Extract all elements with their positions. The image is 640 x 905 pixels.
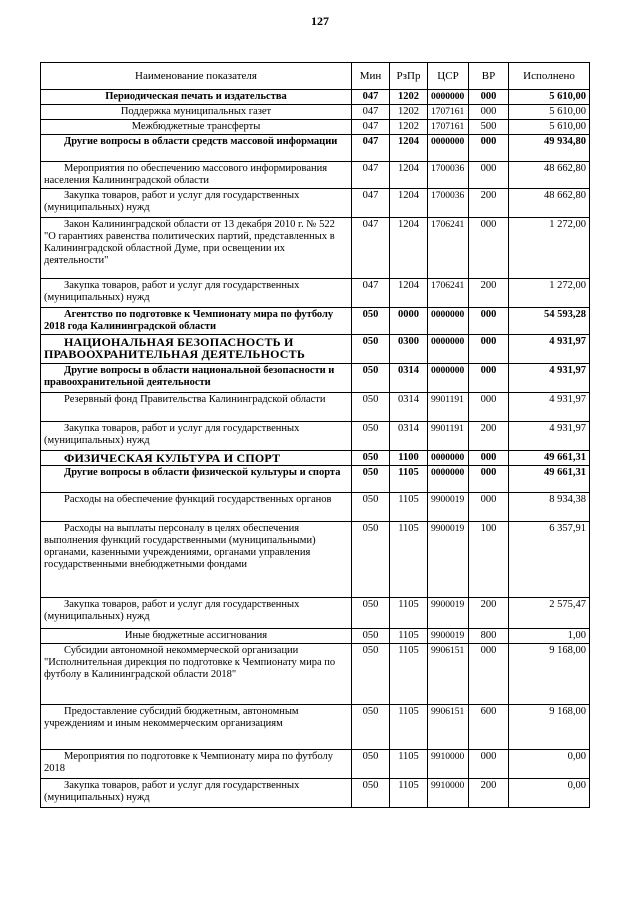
table-row	[41, 105, 590, 120]
cell-executed: 5 610,00	[509, 120, 590, 135]
cell-executed: 2 575,47	[509, 598, 590, 629]
cell-executed: 48 662,80	[509, 189, 590, 218]
cell-csr: 9900019	[428, 522, 469, 598]
cell-vr: 000	[469, 335, 509, 364]
cell-csr: 9910000	[428, 750, 469, 779]
cell-vr: 000	[469, 105, 509, 120]
cell-executed: 1 272,00	[509, 279, 590, 308]
table-row	[41, 779, 590, 808]
cell-executed: 8 934,38	[509, 493, 590, 522]
cell-name: ФИЗИЧЕСКАЯ КУЛЬТУРА И СПОРТ	[41, 451, 352, 466]
cell-rzpr: 0314	[390, 364, 428, 393]
cell-name: Закупка товаров, работ и услуг для государственных (муниципальных) нужд	[41, 598, 352, 629]
cell-vr: 800	[469, 629, 509, 644]
cell-vr: 000	[469, 750, 509, 779]
cell-min: 050	[352, 364, 390, 393]
cell-csr: 9900019	[428, 629, 469, 644]
cell-name: Закупка товаров, работ и услуг для государственных (муниципальных) нужд	[41, 779, 352, 808]
cell-min: 047	[352, 189, 390, 218]
cell-executed: 9 168,00	[509, 644, 590, 705]
cell-name: Другие вопросы в области средств массовой информации	[41, 135, 352, 162]
cell-csr: 0000000	[428, 308, 469, 335]
cell-min: 050	[352, 393, 390, 422]
table-row	[41, 393, 590, 422]
cell-rzpr: 1204	[390, 218, 428, 279]
cell-rzpr: 0000	[390, 308, 428, 335]
cell-executed: 49 934,80	[509, 135, 590, 162]
header-name: Наименование показателя	[41, 63, 352, 90]
cell-rzpr: 1204	[390, 189, 428, 218]
cell-min: 050	[352, 466, 390, 493]
cell-name: Закупка товаров, работ и услуг для государственных (муниципальных) нужд	[41, 279, 352, 308]
cell-rzpr: 0300	[390, 335, 428, 364]
table-row	[41, 422, 590, 451]
cell-name: Мероприятия по обеспечению массового информирования населения Калининградской области	[41, 162, 352, 189]
cell-executed: 6 357,91	[509, 522, 590, 598]
table-row	[41, 364, 590, 393]
cell-csr: 9901191	[428, 393, 469, 422]
cell-csr: 9900019	[428, 598, 469, 629]
table-row	[41, 90, 590, 105]
cell-rzpr: 1204	[390, 135, 428, 162]
cell-min: 047	[352, 135, 390, 162]
cell-rzpr: 1204	[390, 279, 428, 308]
cell-csr: 0000000	[428, 135, 469, 162]
cell-vr: 000	[469, 644, 509, 705]
table-row	[41, 308, 590, 335]
cell-csr: 1700036	[428, 189, 469, 218]
cell-csr: 1706241	[428, 279, 469, 308]
cell-executed: 49 661,31	[509, 466, 590, 493]
cell-name: Поддержка муниципальных газет	[41, 105, 352, 120]
cell-vr: 200	[469, 189, 509, 218]
cell-min: 050	[352, 451, 390, 466]
header-executed: Исполнено	[509, 63, 590, 90]
cell-min: 050	[352, 493, 390, 522]
table-row	[41, 162, 590, 189]
cell-executed: 5 610,00	[509, 90, 590, 105]
header-csr: ЦСР	[428, 63, 469, 90]
table-row	[41, 466, 590, 493]
cell-min: 050	[352, 750, 390, 779]
cell-vr: 600	[469, 705, 509, 750]
cell-csr: 0000000	[428, 90, 469, 105]
table-row	[41, 218, 590, 279]
table-row	[41, 335, 590, 364]
cell-csr: 9910000	[428, 779, 469, 808]
cell-rzpr: 1105	[390, 466, 428, 493]
cell-csr: 0000000	[428, 364, 469, 393]
cell-min: 047	[352, 105, 390, 120]
cell-name: Расходы на выплаты персоналу в целях обеспечения выполнения функций государственными (муниципальными) органами, казенными учреждениями, органами управления государственными внебюджетными фондами	[41, 522, 352, 598]
cell-rzpr: 0314	[390, 422, 428, 451]
cell-min: 050	[352, 629, 390, 644]
cell-executed: 0,00	[509, 750, 590, 779]
cell-name: Другие вопросы в области национальной безопасности и правоохранительной деятельности	[41, 364, 352, 393]
cell-vr: 000	[469, 451, 509, 466]
cell-vr: 100	[469, 522, 509, 598]
cell-name: Периодическая печать и издательства	[41, 90, 352, 105]
cell-rzpr: 1105	[390, 705, 428, 750]
cell-min: 050	[352, 422, 390, 451]
table-row	[41, 644, 590, 705]
cell-name: Другие вопросы в области физической культуры и спорта	[41, 466, 352, 493]
cell-csr: 9901191	[428, 422, 469, 451]
table-row	[41, 750, 590, 779]
cell-vr: 000	[469, 135, 509, 162]
cell-executed: 4 931,97	[509, 422, 590, 451]
cell-vr: 500	[469, 120, 509, 135]
cell-executed: 49 661,31	[509, 451, 590, 466]
cell-executed: 9 168,00	[509, 705, 590, 750]
cell-rzpr: 1204	[390, 162, 428, 189]
table-header-row	[41, 63, 590, 90]
table-row	[41, 705, 590, 750]
cell-name: Межбюджетные трансферты	[41, 120, 352, 135]
cell-vr: 000	[469, 90, 509, 105]
cell-min: 047	[352, 90, 390, 105]
cell-vr: 000	[469, 493, 509, 522]
cell-min: 050	[352, 335, 390, 364]
cell-executed: 5 610,00	[509, 105, 590, 120]
cell-csr: 1706241	[428, 218, 469, 279]
cell-csr: 0000000	[428, 466, 469, 493]
table-row	[41, 451, 590, 466]
cell-min: 050	[352, 598, 390, 629]
cell-executed: 4 931,97	[509, 335, 590, 364]
cell-min: 050	[352, 522, 390, 598]
cell-name: Закупка товаров, работ и услуг для государственных (муниципальных) нужд	[41, 189, 352, 218]
cell-rzpr: 1105	[390, 629, 428, 644]
cell-name: Резервный фонд Правительства Калининградской области	[41, 393, 352, 422]
cell-name: НАЦИОНАЛЬНАЯ БЕЗОПАСНОСТЬ И ПРАВООХРАНИТЕЛЬНАЯ ДЕЯТЕЛЬНОСТЬ	[41, 335, 352, 364]
cell-csr: 0000000	[428, 451, 469, 466]
cell-executed: 48 662,80	[509, 162, 590, 189]
cell-rzpr: 1105	[390, 644, 428, 705]
cell-name: Мероприятия по подготовке к Чемпионату мира по футболу 2018	[41, 750, 352, 779]
cell-csr: 9906151	[428, 644, 469, 705]
page-number: 127	[311, 14, 329, 28]
cell-vr: 000	[469, 364, 509, 393]
cell-name: Предоставление субсидий бюджетным, автономным учреждениям и иным некоммерческим организациям	[41, 705, 352, 750]
cell-min: 050	[352, 644, 390, 705]
cell-vr: 000	[469, 466, 509, 493]
cell-executed: 4 931,97	[509, 364, 590, 393]
cell-name: Иные бюджетные ассигнования	[41, 629, 352, 644]
cell-min: 047	[352, 218, 390, 279]
table-row	[41, 629, 590, 644]
cell-csr: 1707161	[428, 120, 469, 135]
cell-executed: 54 593,28	[509, 308, 590, 335]
cell-executed: 0,00	[509, 779, 590, 808]
cell-name: Закон Калининградской области от 13 декабря 2010 г. № 522 "О гарантиях равенства политических партий, представленных в Калининградской областной Думе, при освещении их деятельности"	[41, 218, 352, 279]
cell-executed: 1,00	[509, 629, 590, 644]
cell-rzpr: 0314	[390, 393, 428, 422]
cell-min: 050	[352, 308, 390, 335]
cell-min: 047	[352, 162, 390, 189]
cell-csr: 0000000	[428, 335, 469, 364]
cell-csr: 9906151	[428, 705, 469, 750]
header-min: Мин	[352, 63, 390, 90]
cell-rzpr: 1105	[390, 779, 428, 808]
cell-csr: 1700036	[428, 162, 469, 189]
cell-vr: 000	[469, 218, 509, 279]
cell-executed: 4 931,97	[509, 393, 590, 422]
table-row	[41, 279, 590, 308]
cell-vr: 000	[469, 393, 509, 422]
table-row	[41, 135, 590, 162]
cell-name: Расходы на обеспечение функций государственных органов	[41, 493, 352, 522]
cell-rzpr: 1105	[390, 750, 428, 779]
cell-csr: 1707161	[428, 105, 469, 120]
cell-vr: 000	[469, 308, 509, 335]
cell-name: Закупка товаров, работ и услуг для государственных (муниципальных) нужд	[41, 422, 352, 451]
cell-name: Агентство по подготовке к Чемпионату мира по футболу 2018 года Калининградской области	[41, 308, 352, 335]
cell-vr: 200	[469, 279, 509, 308]
cell-rzpr: 1105	[390, 493, 428, 522]
cell-rzpr: 1202	[390, 120, 428, 135]
table-row	[41, 598, 590, 629]
cell-rzpr: 1105	[390, 598, 428, 629]
cell-min: 047	[352, 120, 390, 135]
cell-rzpr: 1202	[390, 90, 428, 105]
cell-vr: 200	[469, 779, 509, 808]
cell-vr: 000	[469, 162, 509, 189]
budget-table	[40, 62, 590, 808]
cell-min: 050	[352, 705, 390, 750]
cell-vr: 200	[469, 422, 509, 451]
table-row	[41, 120, 590, 135]
table-row	[41, 493, 590, 522]
table-row	[41, 189, 590, 218]
cell-executed: 1 272,00	[509, 218, 590, 279]
cell-csr: 9900019	[428, 493, 469, 522]
cell-min: 050	[352, 779, 390, 808]
cell-vr: 200	[469, 598, 509, 629]
table-row	[41, 522, 590, 598]
header-vr: ВР	[469, 63, 509, 90]
cell-rzpr: 1202	[390, 105, 428, 120]
cell-name: Субсидии автономной некоммерческой организации "Исполнительная дирекция по подготовке к Чемпионату мира по футболу в Калининградской области 2018"	[41, 644, 352, 705]
header-rzpr: РзПр	[390, 63, 428, 90]
cell-rzpr: 1100	[390, 451, 428, 466]
cell-min: 047	[352, 279, 390, 308]
cell-rzpr: 1105	[390, 522, 428, 598]
